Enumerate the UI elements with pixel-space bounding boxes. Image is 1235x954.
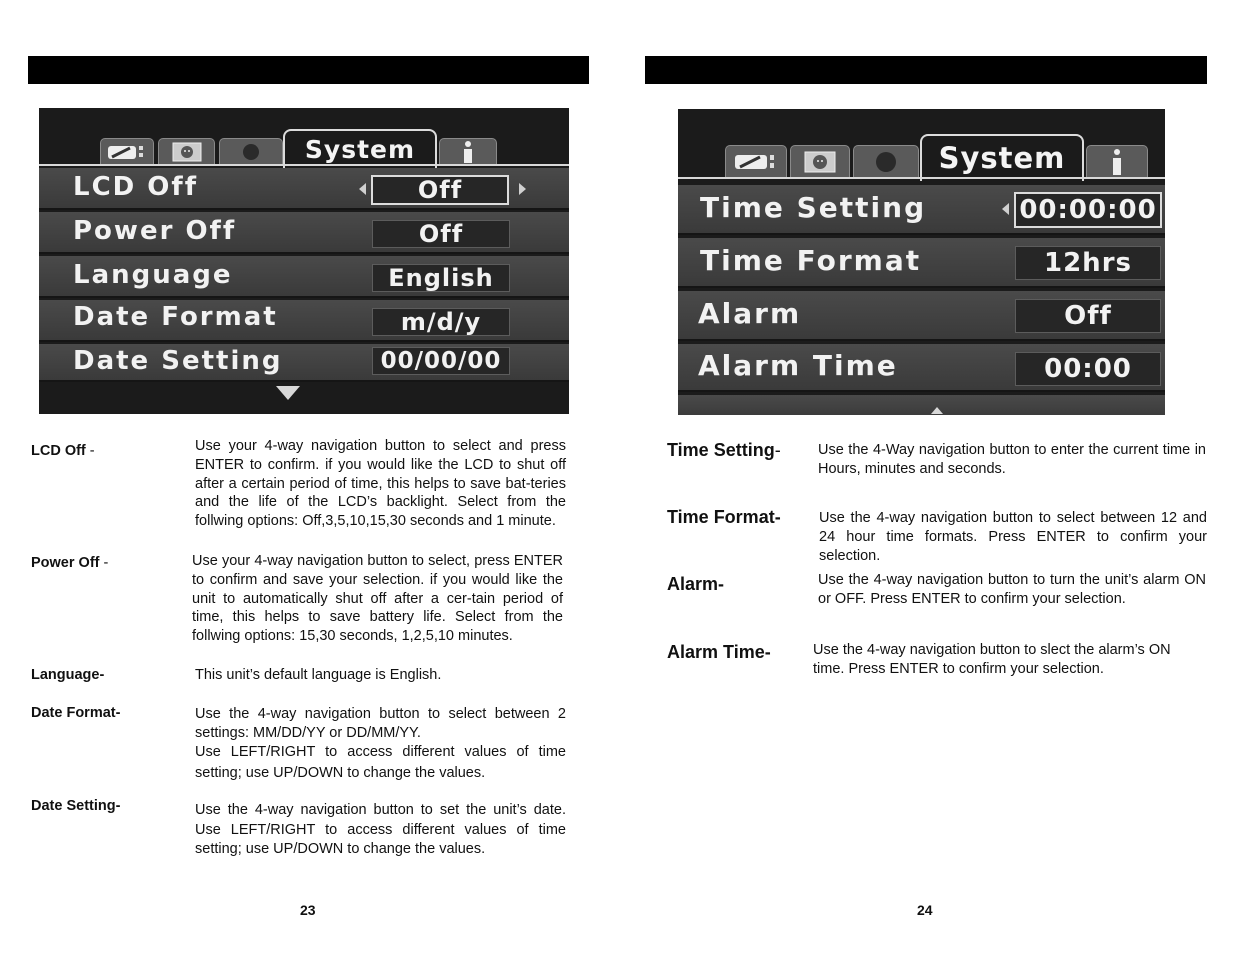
tab-system-label: System: [304, 135, 416, 164]
term-text: Date Format-: [31, 705, 121, 721]
setting-value[interactable]: Off: [372, 220, 510, 248]
menu-tab-bar: [678, 109, 1165, 179]
setting-label: Power Off: [73, 216, 237, 246]
scene-icon: [172, 142, 202, 162]
arrow-right-icon[interactable]: [519, 183, 526, 195]
description-time-setting: Use the 4-Way navigation button to enter the current time in Hours, minutes and seconds.: [818, 442, 1206, 477]
description-time-format: Use the 4-way navigation button to select between 12 and 24 hour time formats. Press ENTER to confirm your selection.: [819, 510, 1207, 564]
setting-value[interactable]: Off: [1015, 299, 1161, 333]
tab-scene[interactable]: [158, 138, 215, 165]
tab-system-label: System: [938, 141, 1066, 175]
setting-row-alarm-time[interactable]: [678, 344, 1165, 392]
setting-label: Date Format: [73, 302, 278, 332]
scroll-up-icon[interactable]: [931, 407, 943, 414]
description-language: This unit’s default language is English.: [195, 667, 442, 683]
term-suffix: -: [774, 440, 781, 460]
setting-row-time-format[interactable]: [678, 238, 1165, 288]
setting-row-alarm[interactable]: [678, 291, 1165, 341]
term-text: Alarm-: [667, 574, 725, 594]
setting-row-power-off[interactable]: [39, 212, 569, 254]
menu-tab-bar: [39, 108, 569, 166]
tab-system[interactable]: [283, 129, 437, 168]
description-lcd-off: Use your 4-way navigation button to select and press ENTER to confirm. if you would like the LCD to shut off after a certain period of time, this helps to save bat-teries and the life of the LCD’s backlight. Select from the follwing options: Off,3,5,10,15,30 seconds and 1 minute.: [195, 438, 566, 530]
description-power-off: Use your 4-way navigation button to select, press ENTER to confirm and save your selection. if you would like the unit to automatically shut off after a cer-tain period of time, this helps to save battery life. Select from the follwing options: 15,30 seconds, 1,2,5,10 minutes.: [192, 553, 563, 645]
tab-camera-settings[interactable]: [100, 138, 154, 165]
scene-icon: [804, 151, 836, 173]
term-lcd-off: [31, 443, 95, 459]
setting-row-partial: [678, 395, 1165, 415]
setting-row-date-setting[interactable]: [39, 344, 569, 382]
term-text: Power Off: [31, 555, 100, 571]
description-alarm-time: Use the 4-way navigation button to slect the alarm’s ON time. Press ENTER to confirm your selection.: [813, 642, 1171, 677]
record-icon: [874, 151, 898, 173]
tab-record[interactable]: [219, 138, 283, 165]
setting-label: Time Format: [700, 244, 922, 277]
setting-value[interactable]: 00:00: [1015, 352, 1161, 386]
description-alarm: Use the 4-way navigation button to turn the unit’s alarm ON or OFF. Press ENTER to confirm your selection.: [818, 572, 1206, 607]
setting-label: LCD Off: [73, 172, 199, 202]
setting-value[interactable]: 12hrs: [1015, 246, 1161, 280]
setting-value[interactable]: m/d/y: [372, 308, 510, 336]
term-alarm: [667, 574, 724, 595]
camera-settings-icon: [733, 152, 779, 172]
tab-record[interactable]: [853, 145, 919, 178]
system-menu-screen-right: [678, 109, 1165, 415]
tab-camera-settings[interactable]: [725, 145, 787, 178]
tab-info[interactable]: [439, 138, 497, 165]
term-text: Time Format-: [667, 507, 781, 527]
term-alarm-time: [667, 642, 771, 663]
info-icon: [1111, 149, 1123, 175]
arrow-left-icon[interactable]: [1002, 203, 1009, 215]
term-time-setting: [667, 440, 781, 461]
setting-value[interactable]: Off: [371, 175, 509, 205]
camera-settings-icon: [106, 143, 148, 161]
term-text: Language-: [31, 667, 105, 683]
tab-scene[interactable]: [790, 145, 850, 178]
term-text: Alarm Time-: [667, 642, 771, 662]
term-suffix: -: [85, 443, 95, 459]
setting-value[interactable]: 00:00:00: [1014, 192, 1162, 228]
tab-underline: [678, 177, 1165, 179]
term-date-format: [31, 705, 120, 721]
setting-row-date-format[interactable]: [39, 300, 569, 342]
page-number-right: 24: [917, 902, 933, 918]
term-text: LCD Off: [31, 443, 86, 459]
setting-row-time-setting[interactable]: [678, 185, 1165, 235]
term-suffix: -: [99, 555, 109, 571]
setting-label: Time Setting: [700, 191, 927, 224]
tab-system[interactable]: [920, 134, 1084, 181]
term-text: Date Setting-: [31, 798, 121, 814]
description-date-format: Use the 4-way navigation button to select between 2 settings: MM/DD/YY or DD/MM/YY.: [195, 706, 566, 741]
setting-label: Language: [73, 260, 233, 290]
tab-underline: [39, 164, 569, 166]
setting-label: Alarm Time: [698, 349, 898, 382]
page-number-left: 23: [300, 902, 316, 918]
term-power-off: [31, 555, 108, 571]
info-icon: [462, 141, 474, 163]
setting-label: Date Setting: [73, 346, 283, 376]
term-time-format: [667, 507, 781, 528]
system-menu-screen-left: [39, 108, 569, 414]
setting-row-language[interactable]: [39, 256, 569, 298]
arrow-left-icon[interactable]: [359, 183, 366, 195]
term-language: [31, 667, 104, 683]
setting-value[interactable]: 00/00/00: [372, 347, 510, 375]
page-header-bar-right: [645, 56, 1207, 84]
tab-info[interactable]: [1086, 145, 1148, 178]
description-date-setting: Use the 4-way navigation button to set the unit’s date. Use LEFT/RIGHT to access different values of time setting; use UP/DOWN to change the values.: [195, 802, 566, 857]
setting-value[interactable]: English: [372, 264, 510, 292]
setting-row-lcd-off[interactable]: [39, 168, 569, 210]
description-date-format-values: Use LEFT/RIGHT to access different values of time setting; use UP/DOWN to change the values.: [195, 744, 566, 781]
term-date-setting: [31, 798, 120, 814]
term-text: Time Setting: [667, 440, 775, 460]
scroll-down-icon[interactable]: [276, 386, 300, 400]
record-icon: [240, 143, 262, 161]
setting-label: Alarm: [698, 297, 802, 330]
page-header-bar-left: [28, 56, 589, 84]
